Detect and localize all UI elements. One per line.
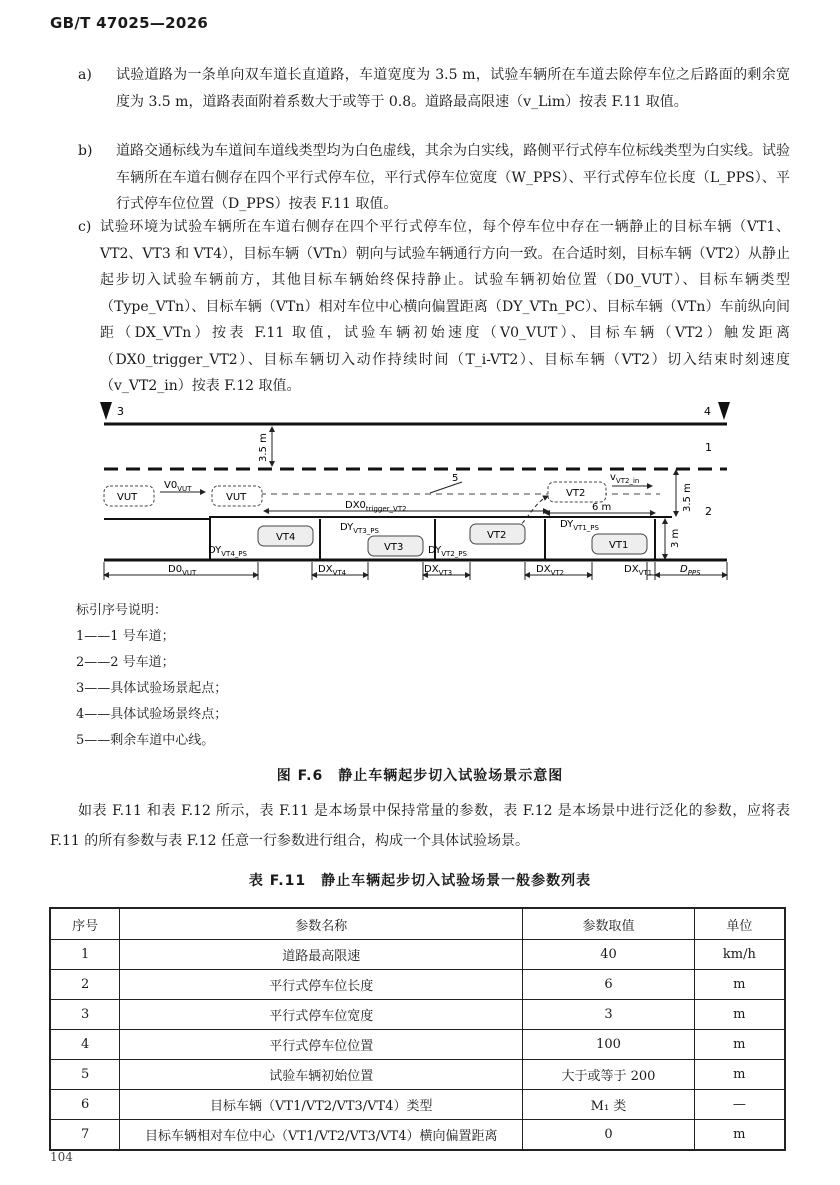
item-a-text: 试验道路为一条单向双车道长直道路，车道宽度为 3.5 m，试验车辆所在车道去除停车位之后路面的剩余宽度为 3.5 m，道路表面附着系数大于或等于 0.8。道路最高限速（v_Lim）按表 F.11 取值。 xyxy=(116,67,790,110)
centerline-label: 5 xyxy=(452,473,459,484)
legend-title: 标引序号说明： xyxy=(76,603,168,618)
cell: 平行式停车位宽度 xyxy=(120,1000,523,1030)
vehicle-vt2 xyxy=(470,524,525,544)
dpps-label: $D_{PPS}$ xyxy=(680,564,701,577)
vehicle-vt1 xyxy=(592,534,647,554)
cell: 4 xyxy=(50,1030,120,1060)
dx4-label: $DX_{VT4}$ xyxy=(318,564,347,577)
item-c-text: 试验环境为试验车辆所在车道右侧存在四个平行式停车位，每个停车位中存在一辆静止的目标车辆（VT1、VT2、VT3 和 VT4），目标车辆（VTn）朝向与试验车辆通行方向一致。在合适时刻，目标车辆（VT2）从静止起步切入试验车辆前方，其他目标车辆始终保持静止。试验车辆初始位置（D0_VUT）、目标车辆类型（Type_VTn）、目标车辆（VTn）相对车位中心横向偏置距离（DY_VTn_PC）、目标车辆（VTn）车前纵向间距（DX_VTn）按表 F.11 取值，试验车辆初始速度（V0_VUT）、目标车辆（VT2）触发距离（DX0_trigger_VT2）、目标车辆切入动作持续时间（T_i-VT2）、目标车辆（VT2）切入结束时刻速度（v_VT2_in）按表 F.12 取值。 xyxy=(100,219,790,394)
table-row xyxy=(50,1000,785,1030)
cell: m xyxy=(694,1060,785,1090)
cell: 道路最高限速 xyxy=(120,940,523,970)
start-label: 3 xyxy=(117,405,124,418)
vehicle-vut-start xyxy=(104,486,154,506)
legend-entry: 1——1 号车道； xyxy=(76,629,175,644)
table-row xyxy=(50,940,785,970)
gap-width-label: 3.5 m xyxy=(258,433,269,462)
svg-text:VUT: VUT xyxy=(226,492,247,503)
dx2-label: $DX_{VT2}$ xyxy=(536,564,565,577)
lane-width-label: 3.5 m xyxy=(682,483,693,512)
cell: 大于或等于 200 xyxy=(523,1060,694,1090)
svg-text:VT2: VT2 xyxy=(566,488,586,499)
svg-text:VT2: VT2 xyxy=(487,530,507,541)
table-row xyxy=(50,1120,785,1151)
figure-legend xyxy=(76,598,227,754)
header-cell: 序号 xyxy=(50,908,120,940)
table-row xyxy=(50,1090,785,1120)
cell: 100 xyxy=(523,1030,694,1060)
cell: 2 xyxy=(50,970,120,1000)
cell: 目标车辆（VT1/VT2/VT3/VT4）类型 xyxy=(120,1090,523,1120)
cell: 7 xyxy=(50,1120,120,1151)
lane2-label: 2 xyxy=(705,505,712,518)
table-row xyxy=(50,1060,785,1090)
lane1-label: 1 xyxy=(705,441,712,454)
svg-text:VT4: VT4 xyxy=(276,532,296,543)
header-cell: 参数名称 xyxy=(120,908,523,940)
cell: 目标车辆相对车位中心（VT1/VT2/VT3/VT4）横向偏置距离 xyxy=(120,1120,523,1151)
cell: m xyxy=(694,970,785,1000)
v0-label: $V0_{VUT}$ xyxy=(164,480,192,493)
cell: 试验车辆初始位置 xyxy=(120,1060,523,1090)
cell: 1 xyxy=(50,940,120,970)
table-header-row xyxy=(50,908,785,940)
page-number: 104 xyxy=(50,1150,73,1164)
cell: — xyxy=(694,1090,785,1120)
vehicle-vt3 xyxy=(368,536,423,556)
header-cell: 单位 xyxy=(694,908,785,940)
item-c-marker: c) xyxy=(78,219,92,235)
legend-entry: 4——具体试验场景终点； xyxy=(76,707,228,722)
vehicle-vt4 xyxy=(258,526,313,546)
cell: 5 xyxy=(50,1060,120,1090)
cell: m xyxy=(694,1030,785,1060)
table-row xyxy=(50,970,785,1000)
svg-text:VT3: VT3 xyxy=(384,542,404,553)
figure-caption: 图 F.6 静止车辆起步切入试验场景示意图 xyxy=(276,768,564,784)
cell: 0 xyxy=(523,1120,694,1151)
vehicle-vt2-end xyxy=(548,482,606,502)
table-caption: 表 F.11 静止车辆起步切入试验场景一般参数列表 xyxy=(248,873,592,889)
header-cell: 参数取值 xyxy=(523,908,694,940)
cell: 40 xyxy=(523,940,694,970)
item-b-text: 道路交通标线为车道间车道线类型均为白色虚线，其余为白实线，路侧平行式停车位标线类型为白实线。试验车辆所在车道右侧存在四个平行式停车位，平行式停车位宽度（W_PPS）、平行式停车位长度（L_PPS）、平行式停车位位置（D_PPS）按表 F.11 取值。 xyxy=(116,143,790,212)
dy3-label: $DY_{VT3\_PS}$ xyxy=(340,522,379,535)
dx3-label: $DX_{VT3}$ xyxy=(424,564,453,577)
space-width-label: 3 m xyxy=(670,528,681,548)
cell: m xyxy=(694,1120,785,1151)
cell: 6 xyxy=(50,1090,120,1120)
cell: 平行式停车位位置 xyxy=(120,1030,523,1060)
d0-label: $D0_{VUT}$ xyxy=(168,564,197,577)
cell: 3 xyxy=(50,1000,120,1030)
cell: 平行式停车位长度 xyxy=(120,970,523,1000)
legend-entry: 5——剩余车道中心线。 xyxy=(76,733,215,748)
parameter-table xyxy=(49,907,786,1151)
svg-text:VUT: VUT xyxy=(117,492,138,503)
dy4-label: $DY_{VT4\_PS}$ xyxy=(208,545,247,558)
dx0-label: $DX0_{trigger\_VT2}$ xyxy=(345,500,407,513)
cell: m xyxy=(694,1000,785,1030)
legend-entry: 2——2 号车道； xyxy=(76,655,175,670)
cell: 3 xyxy=(523,1000,694,1030)
end-label: 4 xyxy=(704,405,711,418)
table-row xyxy=(50,1030,785,1060)
cell: km/h xyxy=(694,940,785,970)
item-a-marker: a) xyxy=(78,67,92,83)
svg-text:VT1: VT1 xyxy=(609,540,629,551)
cell: 6 xyxy=(523,970,694,1000)
legend-entry: 3——具体试验场景起点； xyxy=(76,681,228,696)
vehicle-vut-mid xyxy=(212,486,262,506)
parking-boundary xyxy=(104,517,672,519)
dx1-label: $DX_{VT1}$ xyxy=(624,564,653,577)
start-marker-icon xyxy=(100,402,112,420)
dy2-label: $DY_{VT2\_PS}$ xyxy=(428,545,467,558)
body-paragraph: 如表 F.11 和表 F.12 所示，表 F.11 是本场景中保持常量的参数，表 F.12 是本场景中进行泛化的参数，应将表 F.11 的所有参数与表 F.12 任意一行参数进行组合，构成一个具体试验场景。 xyxy=(50,803,790,849)
vin-label: $v_{VT2\_in}$ xyxy=(610,472,640,485)
cell: M₁ 类 xyxy=(523,1090,694,1120)
dy1-label: $DY_{VT1\_PS}$ xyxy=(560,519,599,532)
standard-number: GB/T 47025—2026 xyxy=(50,14,209,32)
space-length-label: 6 m xyxy=(592,502,612,513)
item-b-marker: b) xyxy=(78,143,93,159)
end-marker-icon xyxy=(718,402,730,420)
